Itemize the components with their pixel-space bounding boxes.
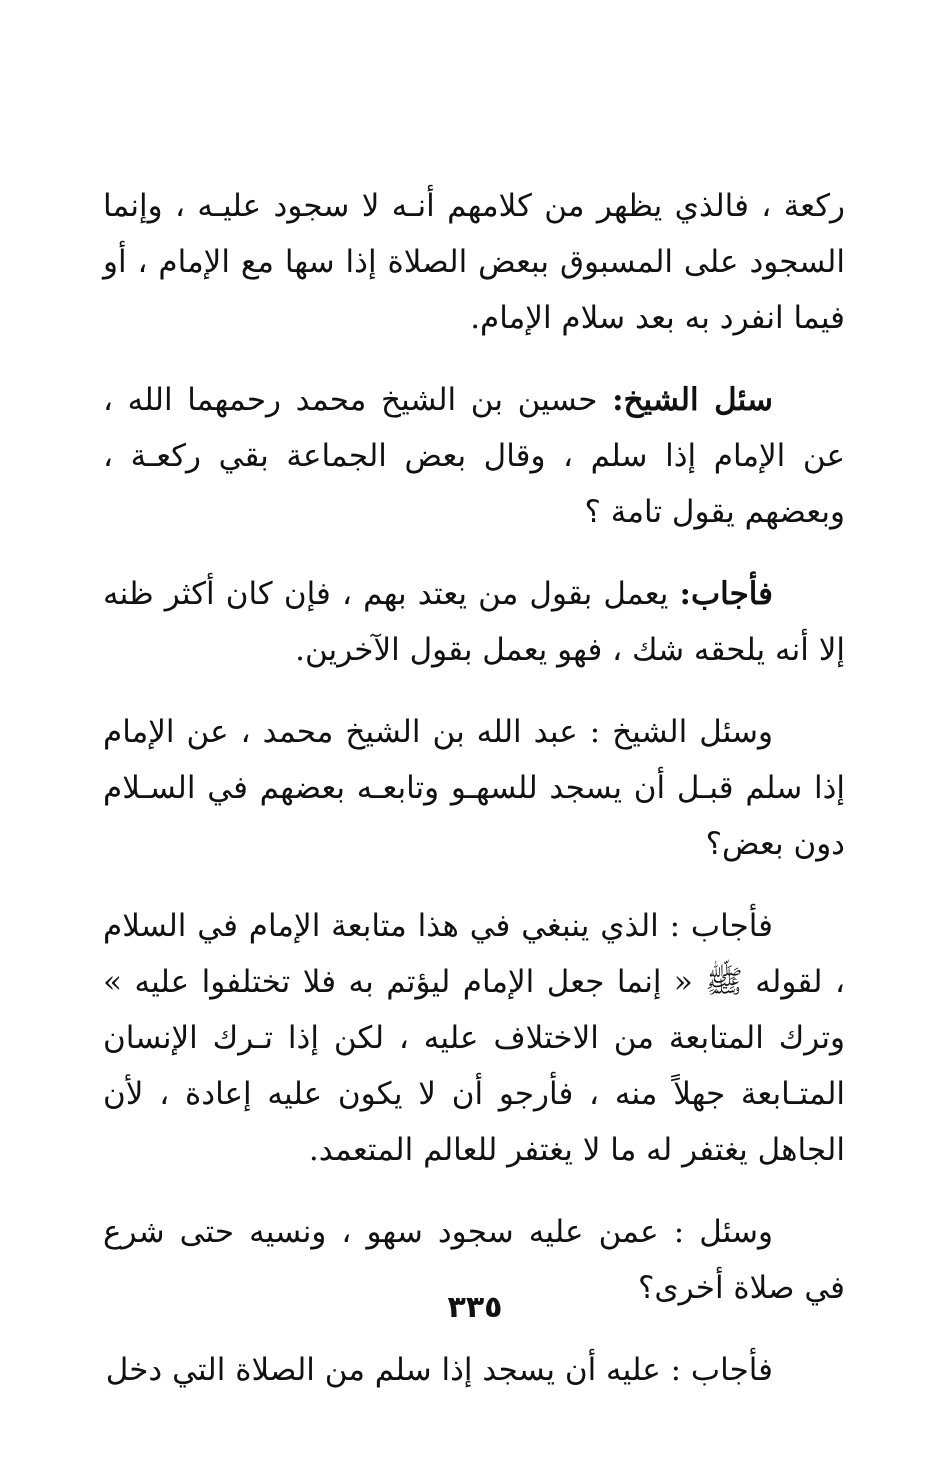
paragraph-5 (103, 898, 845, 1178)
paragraph-1-text: ركعة ، فالذي يظهر من كلامهم أنـه لا سجود عليـه ، وإنما السجود على المسبوق ببعض الصلاة إذا سها مع الإمام ، أو فيما انفرد به بعد سلام الإمام. (103, 188, 845, 336)
page-body (103, 178, 845, 1424)
paragraph-4-text: وسئل الشيخ : عبد الله بن الشيخ محمد ، عن الإمام إذا سلم قبـل أن يسجد للسهـو وتابعـه بعضهم في السـلام دون بعض؟ (103, 714, 845, 862)
paragraph-3 (103, 566, 845, 678)
paragraph-2 (103, 372, 845, 540)
paragraph-7-text: فأجاب : عليه أن يسجد إذا سلم من الصلاة التي دخل (105, 1352, 773, 1388)
paragraph-5-text: فأجاب : الذي ينبغي في هذا متابعة الإمام في السلام ، لقوله ﷺ « إنما جعل الإمام ليؤتم به فلا تختلفوا عليه » وترك المتابعة من الاختلاف عليه ، لكن إذا تـرك الإنسان المتـابعة جهلاً منه ، فأرجو أن لا يكون عليه إعادة ، لأن الجاهل يغتفر له ما لا يغتفر للعالم المتعمد. (103, 908, 845, 1168)
paragraph-2-text: حسين بن الشيخ محمد رحمهما الله ، عن الإمام إذا سلم ، وقال بعض الجماعة بقي ركعـة ، وبعضهم يقول تامة ؟ (103, 382, 845, 530)
paragraph-4 (103, 704, 845, 872)
paragraph-2-lead: سئل الشيخ: (612, 382, 773, 418)
paragraph-3-text: يعمل بقول من يعتد بهم ، فإن كان أكثر ظنه إلا أنه يلحقه شك ، فهو يعمل بقول الآخرين. (103, 576, 845, 668)
paragraph-3-lead: فأجاب: (679, 576, 773, 612)
page-number: ٣٣٥ (447, 1290, 503, 1325)
paragraph-6-text: وسئل : عمن عليه سجود سهو ، ونسيه حتى شرع في صلاة أخرى؟ (103, 1214, 845, 1306)
paragraph-1 (103, 178, 845, 346)
paragraph-7 (103, 1342, 845, 1398)
